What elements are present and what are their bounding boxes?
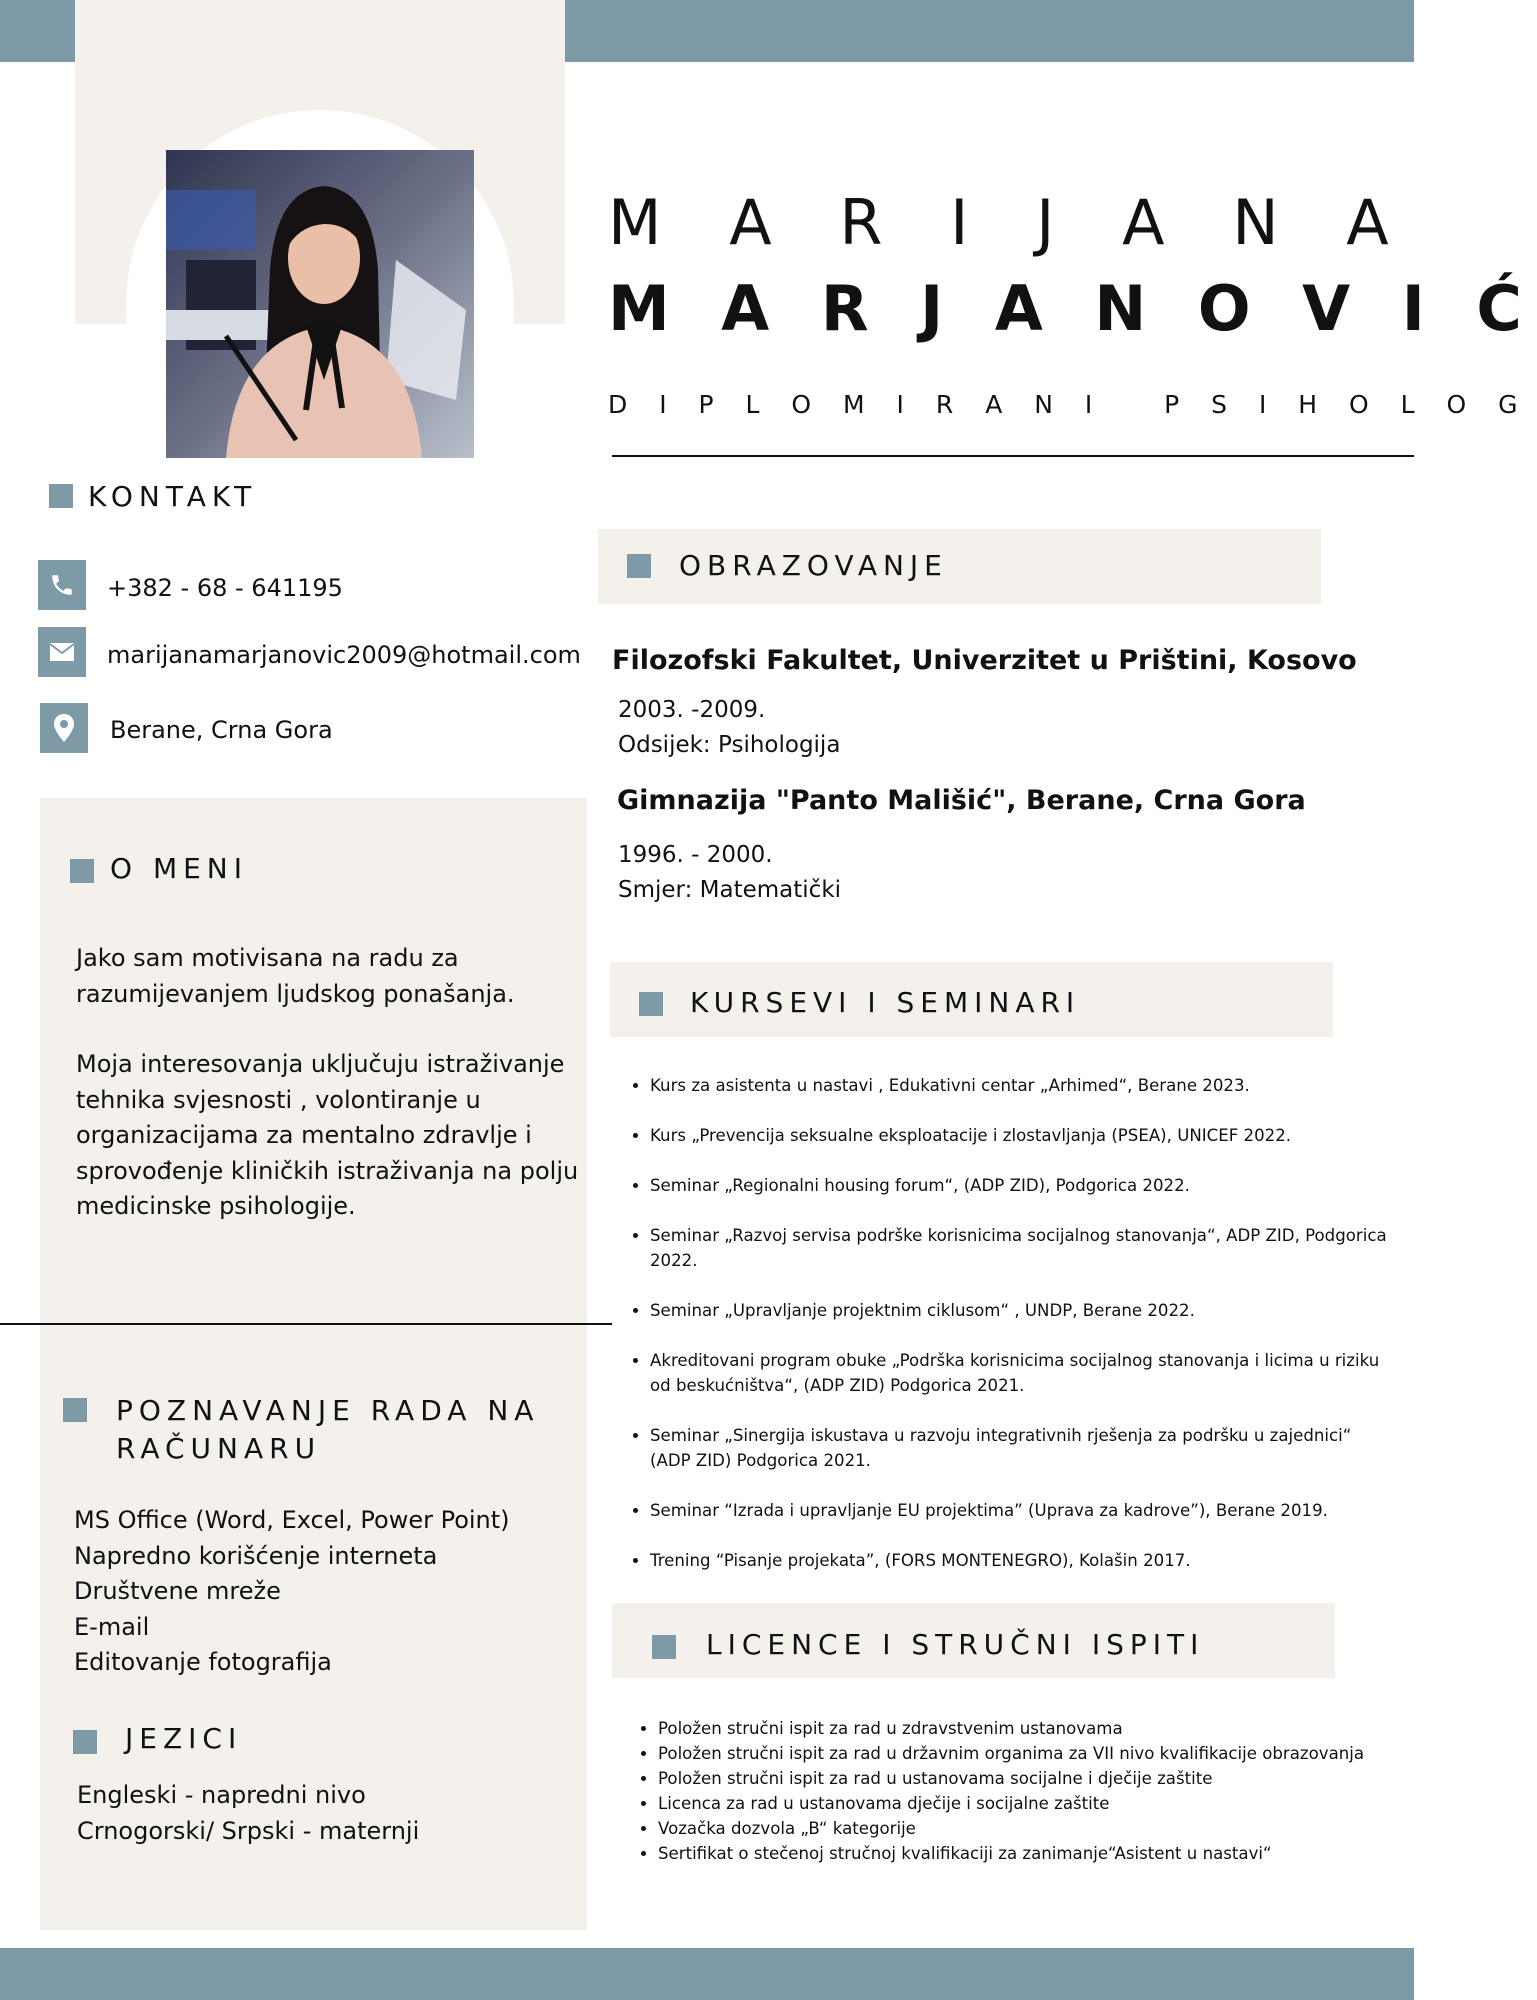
jezici-bullet xyxy=(73,1730,97,1754)
education-detail-1: Odsijek: Psihologija xyxy=(618,732,841,758)
list-item: • Trening “Pisanje projekata”, (FORS MONTENEGRO), Kolašin 2017. xyxy=(650,1548,1396,1573)
list-item: • Kurs „Prevencija seksualne eksploatacije i zlostavljanja (PSEA), UNICEF 2022. xyxy=(650,1123,1396,1148)
phone-icon xyxy=(38,560,86,610)
education-years-2: 1996. - 2000. xyxy=(618,842,773,868)
licence-bullet xyxy=(652,1635,676,1659)
o-meni-heading: O MENI xyxy=(110,852,248,885)
first-name: M A R I J A N A xyxy=(608,186,1413,259)
education-school-1: Filozofski Fakultet, Univerzitet u Prištini, Kosovo xyxy=(612,645,1357,676)
jezici-heading: JEZICI xyxy=(125,1722,243,1755)
kursevi-heading: KURSEVI I SEMINARI xyxy=(690,986,1081,1019)
list-item: Društvene mreže xyxy=(74,1577,281,1605)
education-years-1: 2003. -2009. xyxy=(618,697,766,723)
list-item: • Licenca za rad u ustanovama dječije i socijalne zaštite xyxy=(658,1791,1378,1816)
courses-list xyxy=(614,1073,1396,1598)
list-item: Engleski - napredni nivo xyxy=(77,1781,366,1809)
last-name: M A R J A N O V I Ć xyxy=(608,272,1537,345)
profile-photo xyxy=(166,150,474,458)
about-paragraph-2: Moja interesovanja uključuju istraživanje tehnika svjesnosti , volontiranje u organizacijama za mentalno zdravlje i sprovođenje kliničkih istraživanja na polju medicinske psihologije. xyxy=(76,1050,579,1220)
kursevi-bullet xyxy=(639,992,663,1016)
list-item: • Akreditovani program obuke „Podrška korisnicima socijalnog stanovanja i licima u riziku od beskućništva“, (ADP ZID) Podgorica 2021. xyxy=(650,1348,1396,1398)
mail-icon xyxy=(38,627,86,677)
list-item: Editovanje fotografija xyxy=(74,1648,332,1676)
job-title: D I P L O M I R A N I P S I H O L O G xyxy=(608,390,1530,419)
o-meni-bullet xyxy=(70,859,94,883)
about-paragraph-1: Jako sam motivisana na radu za razumijevanjem ljudskog ponašanja. xyxy=(76,944,515,1008)
list-item: • Seminar „Razvoj servisa podrške korisnicima socijalnog stanovanja“, ADP ZID, Podgorica 2022. xyxy=(650,1223,1396,1273)
obrazovanje-bullet xyxy=(627,554,651,578)
about-text xyxy=(76,941,581,1225)
education-school-2: Gimnazija "Panto Mališić", Berane, Crna Gora xyxy=(617,785,1306,816)
licenses-list xyxy=(622,1716,1378,1866)
list-item: • Seminar „Regionalni housing forum“, (ADP ZID), Podgorica 2022. xyxy=(650,1173,1396,1198)
left-divider xyxy=(0,1323,612,1325)
list-item: • Kurs za asistenta u nastavi , Edukativni centar „Arhimed“, Berane 2023. xyxy=(650,1073,1396,1098)
list-item: • Seminar “Izrada i upravljanje EU projektima” (Uprava za kadrove”), Berane 2019. xyxy=(650,1498,1396,1523)
list-item: Crnogorski/ Srpski - maternji xyxy=(77,1816,420,1845)
location-pin-icon xyxy=(40,703,88,753)
computer-heading xyxy=(116,1392,539,1468)
education-detail-2: Smjer: Matematički xyxy=(618,877,842,903)
licence-heading: LICENCE I STRUČNI ISPITI xyxy=(706,1628,1205,1661)
list-item: • Položen stručni ispit za rad u ustanovama socijalne i dječije zaštite xyxy=(658,1766,1378,1791)
list-item: • Seminar „Upravljanje projektnim ciklusom“ , UNDP, Berane 2022. xyxy=(650,1298,1396,1323)
computer-heading-line-2: RAČUNARU xyxy=(116,1432,322,1465)
list-item: • Sertifikat o stečenoj stručnoj kvalifikaciji za zanimanje“Asistent u nastavi“ xyxy=(658,1841,1378,1866)
email-address[interactable]: marijanamarjanovic2009@hotmail.com xyxy=(107,641,581,669)
header-divider xyxy=(612,455,1414,457)
phone-number[interactable]: +382 - 68 - 641195 xyxy=(107,574,343,602)
list-item: • Seminar „Sinergija iskustava u razvoju integrativnih rješenja za podršku u zajednici“ (ADP ZID) Podgorica 2021. xyxy=(650,1423,1396,1473)
list-item: • Položen stručni ispit za rad u državnim organima za VII nivo kvalifikacije obrazovanja xyxy=(658,1741,1378,1766)
languages-list xyxy=(77,1778,419,1849)
list-item: Napredno korišćenje interneta xyxy=(74,1541,438,1570)
obrazovanje-heading: OBRAZOVANJE xyxy=(679,549,948,582)
list-item: • Vozačka dozvola „B“ kategorije xyxy=(658,1816,1378,1841)
kontakt-heading: KONTAKT xyxy=(88,480,258,513)
list-item: • Položen stručni ispit za rad u zdravstvenim ustanovama xyxy=(658,1716,1378,1741)
list-item: MS Office (Word, Excel, Power Point) xyxy=(74,1506,510,1534)
bottom-band xyxy=(0,1948,1414,2000)
computer-heading-line-1: POZNAVANJE RADA NA xyxy=(116,1394,540,1427)
computer-skills-list xyxy=(74,1503,510,1681)
kontakt-bullet xyxy=(49,484,73,508)
list-item: E-mail xyxy=(74,1612,150,1641)
computer-bullet xyxy=(63,1398,87,1422)
location: Berane, Crna Gora xyxy=(110,716,333,744)
